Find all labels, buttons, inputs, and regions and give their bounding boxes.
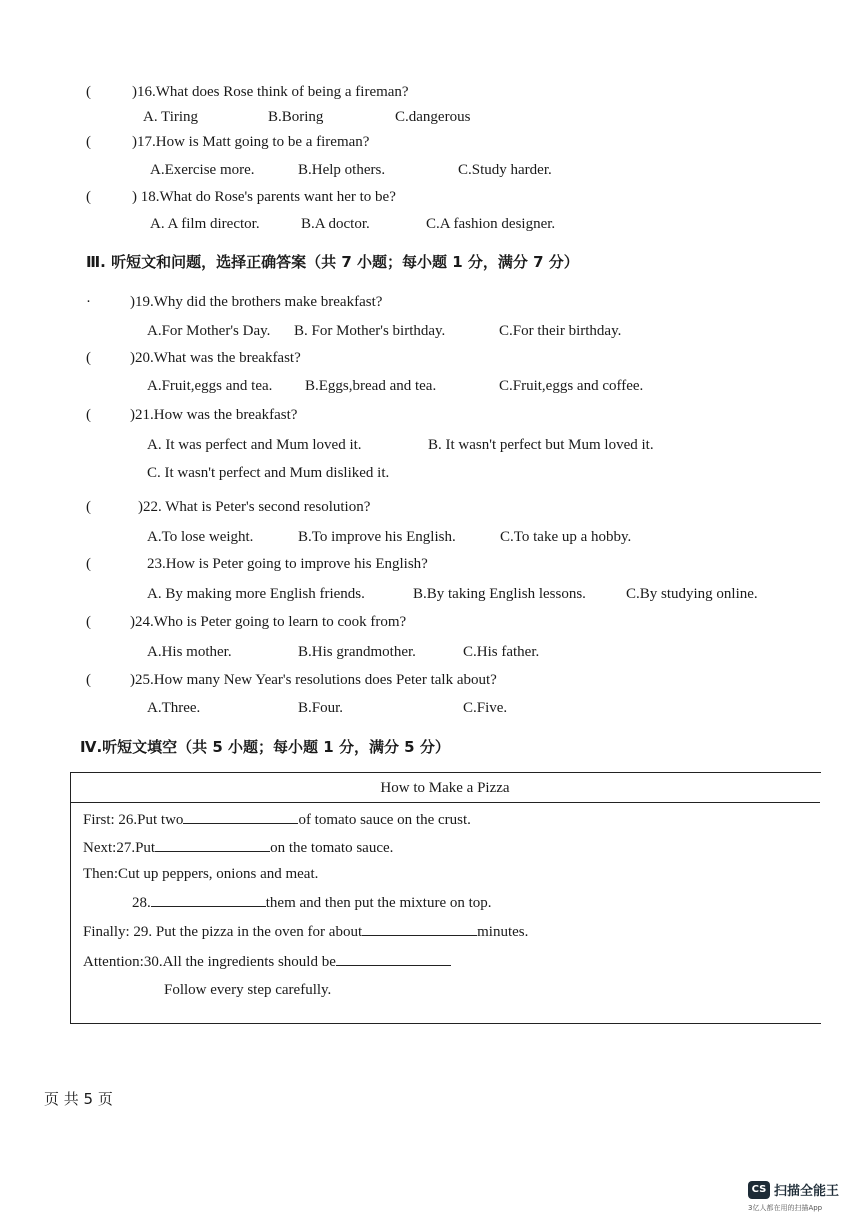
q20-answer-paren[interactable]: ( <box>86 350 91 366</box>
step-28-suffix: them and then put the mixture on top. <box>265 895 492 911</box>
blank-26[interactable] <box>183 809 298 824</box>
q24-option-c: C.His father. <box>463 644 540 660</box>
q18-option-c: C.A fashion designer. <box>426 216 556 232</box>
q25-option-c: C.Five. <box>463 700 508 716</box>
q21-option-c: C. It wasn't perfect and Mum disliked it. <box>147 465 390 481</box>
q16-stem: )16.What does Rose think of being a fireman? <box>132 84 409 100</box>
table-title-divider <box>70 802 820 803</box>
step-27-suffix: on the tomato sauce. <box>270 840 394 856</box>
q23-stem: 23.How is Peter going to improve his English? <box>147 556 428 572</box>
q20-option-a: A.Fruit,eggs and tea. <box>147 378 273 394</box>
q19-stem: )19.Why did the brothers make breakfast? <box>130 294 383 310</box>
step-28-line <box>132 892 492 913</box>
camscanner-logo-icon: CS <box>748 1181 770 1199</box>
q17-option-a: A.Exercise more. <box>150 162 255 178</box>
q16-option-a: A. Tiring <box>143 109 199 125</box>
scanner-brand <box>748 1180 839 1199</box>
page-footer: 页 共 5 页 <box>44 1090 113 1108</box>
blank-30[interactable] <box>336 951 451 966</box>
q16-option-b: B.Boring <box>268 109 324 125</box>
q21-option-a: A. It was perfect and Mum loved it. <box>147 437 362 453</box>
section-3-heading: Ⅲ. 听短文和问题，选择正确答案（共 7 小题；每小题 1 分，满分 7 分） <box>86 253 579 271</box>
q21-stem: )21.How was the breakfast? <box>130 407 298 423</box>
step-29-suffix: minutes. <box>477 924 529 940</box>
blank-28[interactable] <box>151 892 266 907</box>
blank-29[interactable] <box>362 921 477 936</box>
step-27-prefix: Next:27.Put <box>83 840 156 856</box>
q22-option-a: A.To lose weight. <box>147 529 254 545</box>
q16-answer-paren[interactable]: ( <box>86 84 91 100</box>
blank-27[interactable] <box>155 837 270 852</box>
step-26-line <box>83 809 471 830</box>
q17-option-b: B.Help others. <box>298 162 386 178</box>
q19-answer-paren[interactable]: · <box>86 294 91 310</box>
q21-option-b: B. It wasn't perfect but Mum loved it. <box>428 437 654 453</box>
q17-answer-paren[interactable]: ( <box>86 134 91 150</box>
q22-answer-paren[interactable]: ( <box>86 499 91 515</box>
step-26-prefix: First: 26.Put two <box>83 812 184 828</box>
table-title: How to Make a Pizza <box>380 780 510 796</box>
q22-option-c: C.To take up a hobby. <box>500 529 632 545</box>
q20-option-c: C.Fruit,eggs and coffee. <box>499 378 644 394</box>
q23-answer-paren[interactable]: ( <box>86 556 91 572</box>
q16-option-c: C.dangerous <box>395 109 471 125</box>
step-then-line: Then:Cut up peppers, onions and meat. <box>83 866 319 882</box>
step-30-line <box>83 951 451 972</box>
q17-stem: )17.How is Matt going to be a fireman? <box>132 134 370 150</box>
section-4-heading: Ⅳ.听短文填空（共 5 小题；每小题 1 分，满分 5 分） <box>80 738 450 756</box>
step-27-line <box>83 837 393 858</box>
q23-option-c: C.By studying online. <box>626 586 758 602</box>
q25-option-b: B.Four. <box>298 700 344 716</box>
step-29-line <box>83 921 528 942</box>
q18-option-b: B.A doctor. <box>301 216 370 232</box>
q24-answer-paren[interactable]: ( <box>86 614 91 630</box>
q24-stem: )24.Who is Peter going to learn to cook from? <box>130 614 407 630</box>
q24-option-b: B.His grandmother. <box>298 644 416 660</box>
q18-stem: ) 18.What do Rose's parents want her to be? <box>132 189 396 205</box>
brand-tagline: 3亿人都在用的扫描App <box>748 1204 823 1212</box>
brand-name: 扫描全能王 <box>774 1184 840 1199</box>
q19-option-c: C.For their birthday. <box>499 323 622 339</box>
q18-answer-paren[interactable]: ( <box>86 189 91 205</box>
q25-option-a: A.Three. <box>147 700 201 716</box>
q22-stem: )22. What is Peter's second resolution? <box>138 499 371 515</box>
q18-option-a: A. A film director. <box>150 216 260 232</box>
q20-option-b: B.Eggs,bread and tea. <box>305 378 437 394</box>
q20-stem: )20.What was the breakfast? <box>130 350 301 366</box>
step-29-prefix: Finally: 29. Put the pizza in the oven for about <box>83 924 363 940</box>
follow-steps-line: Follow every step carefully. <box>164 982 332 998</box>
step-30-prefix: Attention:30.All the ingredients should be <box>83 954 336 970</box>
q24-option-a: A.His mother. <box>147 644 232 660</box>
q19-option-b: B. For Mother's birthday. <box>294 323 446 339</box>
q17-option-c: C.Study harder. <box>458 162 552 178</box>
q23-option-a: A. By making more English friends. <box>147 586 365 602</box>
step-28-prefix: 28. <box>132 895 151 911</box>
q19-option-a: A.For Mother's Day. <box>147 323 271 339</box>
q23-option-b: B.By taking English lessons. <box>413 586 586 602</box>
q21-answer-paren[interactable]: ( <box>86 407 91 423</box>
q25-stem: )25.How many New Year's resolutions does Peter talk about? <box>130 672 497 688</box>
q22-option-b: B.To improve his English. <box>298 529 456 545</box>
step-26-suffix: of tomato sauce on the crust. <box>298 812 471 828</box>
q25-answer-paren[interactable]: ( <box>86 672 91 688</box>
